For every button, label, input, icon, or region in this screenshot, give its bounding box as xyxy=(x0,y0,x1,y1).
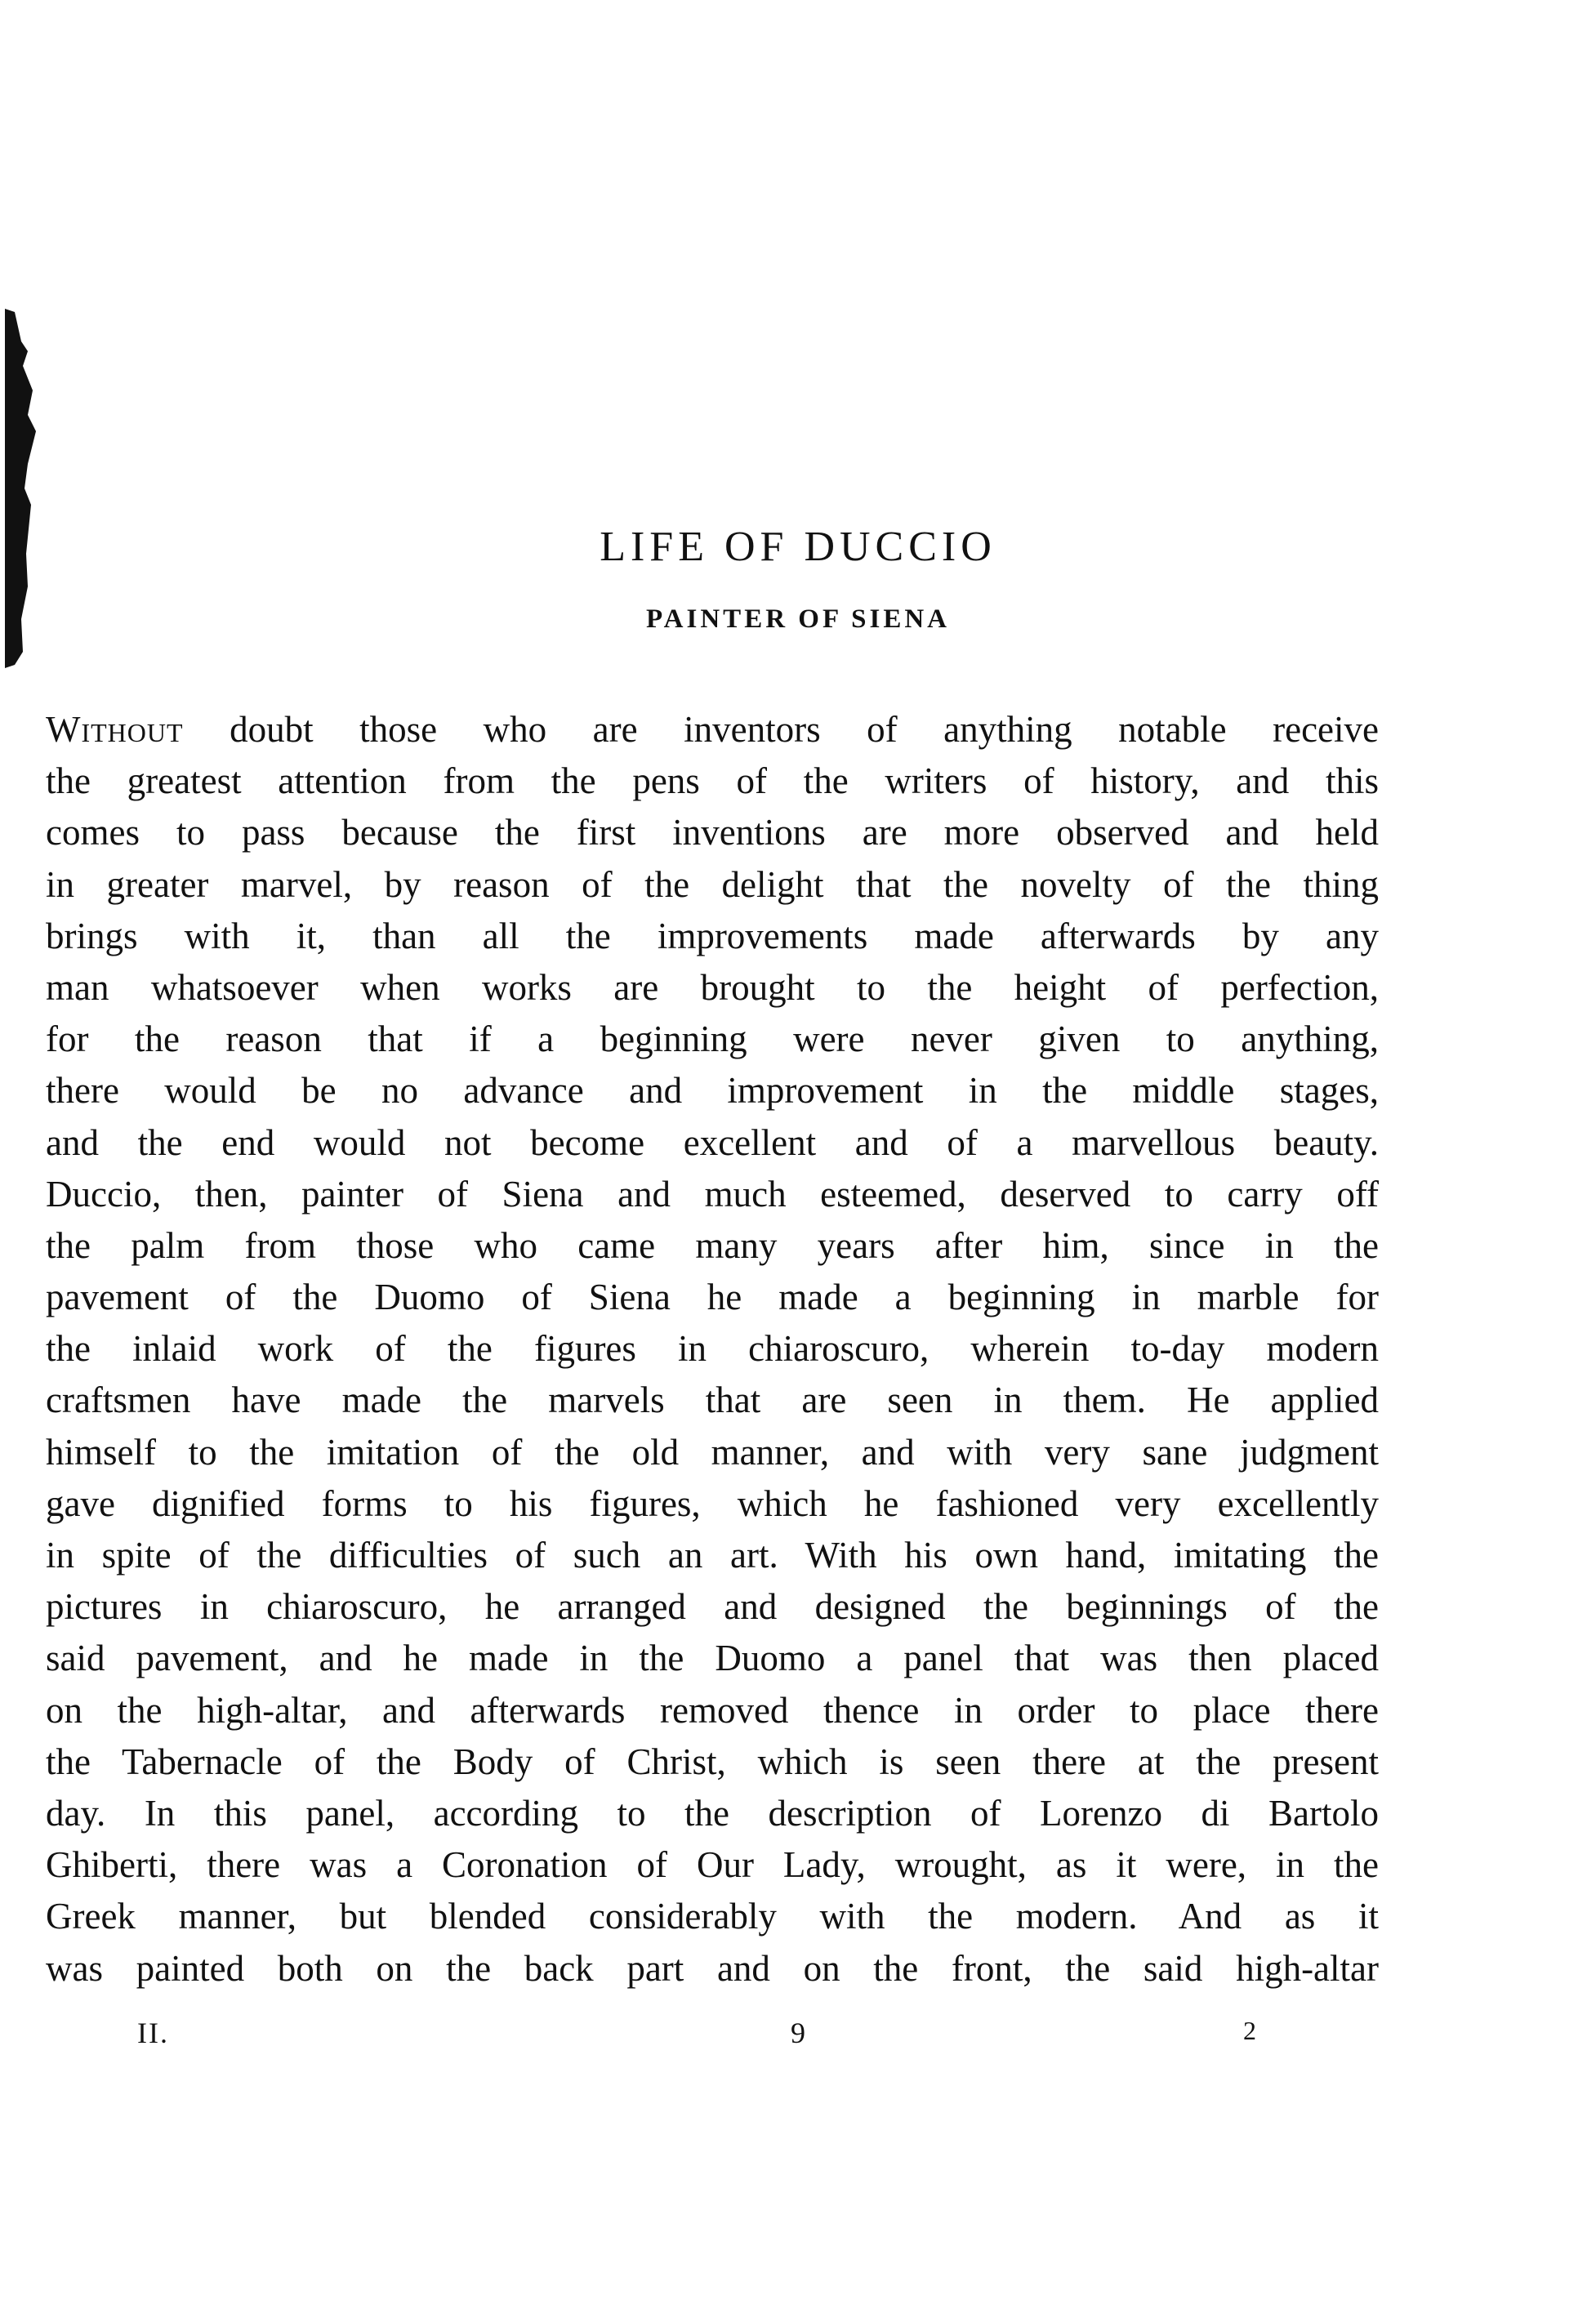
text-line xyxy=(46,1117,1379,1169)
text-line-content: the greatest attention from the pens of the writers of history, and this xyxy=(46,760,1379,802)
chapter-subtitle: PAINTER OF SIENA xyxy=(645,604,951,634)
text-line xyxy=(46,1530,1379,1581)
text-line-content: there would be no advance and improvement in the middle stages, xyxy=(46,1070,1379,1112)
text-line-content: man whatsoever when works are brought to the height of perfection, xyxy=(46,966,1379,1008)
text-line-content: on the high-altar, and afterwards removed thence in order to place there xyxy=(46,1689,1379,1731)
text-line xyxy=(46,1685,1379,1736)
text-line-content: Duccio, then, painter of Siena and much esteemed, deserved to carry off xyxy=(46,1173,1379,1215)
text-line xyxy=(46,1839,1379,1891)
gathering-number: 2 xyxy=(1243,2016,1256,2045)
body-paragraph xyxy=(46,704,1379,1995)
text-line xyxy=(46,1169,1379,1220)
text-line xyxy=(46,1633,1379,1684)
text-line-content: brings with it, than all the improvements made afterwards by any xyxy=(46,915,1379,956)
text-line xyxy=(46,1581,1379,1633)
text-line-content: in spite of the difficulties of such an art. With his own hand, imitating the xyxy=(46,1535,1379,1576)
text-line xyxy=(46,1788,1379,1839)
text-line xyxy=(46,1065,1379,1117)
text-line-content: gave dignified forms to his figures, which he fashioned very excellently xyxy=(46,1482,1379,1524)
text-line-content: himself to the imitation of the old manner, and with very sane judgment xyxy=(46,1431,1379,1473)
text-line-content: craftsmen have made the marvels that are seen in them. He applied xyxy=(46,1380,1379,1421)
text-line-content: in greater marvel, by reason of the delight that the novelty of the thing xyxy=(46,863,1379,905)
text-line-content: was painted both on the back part and on the front, the said high-altar xyxy=(46,1947,1379,1989)
text-line-content: day. In this panel, according to the description of Lorenzo di Bartolo xyxy=(46,1792,1379,1834)
text-line-content: Ghiberti, there was a Coronation of Our Lady, wrought, as it were, in the xyxy=(46,1844,1379,1886)
text-line xyxy=(46,1272,1379,1323)
chapter-title: LIFE OF DUCCIO xyxy=(600,524,996,570)
text-line xyxy=(46,704,1379,756)
text-line-content: said pavement, and he made in the Duomo a panel that was then placed xyxy=(46,1638,1379,1679)
text-line-content: the inlaid work of the figures in chiaroscuro, wherein to-day modern xyxy=(46,1328,1379,1370)
text-line xyxy=(46,1323,1379,1375)
text-line xyxy=(46,1736,1379,1788)
text-line xyxy=(46,962,1379,1014)
text-line-content: for the reason that if a beginning were never given to anything, xyxy=(46,1019,1379,1060)
text-line xyxy=(46,1891,1379,1942)
text-line-content: Greek manner, but blended considerably with the modern. And as it xyxy=(46,1896,1379,1937)
text-line xyxy=(46,756,1379,807)
text-line-content: the Tabernacle of the Body of Christ, which is seen there at the present xyxy=(46,1741,1379,1782)
text-line xyxy=(46,859,1379,911)
opening-word: Without xyxy=(46,709,184,750)
text-line xyxy=(46,911,1379,962)
text-line xyxy=(46,1220,1379,1272)
text-line xyxy=(46,1427,1379,1478)
text-line-content: the palm from those who came many years after him, since in the xyxy=(46,1224,1379,1266)
text-line xyxy=(46,1478,1379,1530)
text-line xyxy=(46,807,1379,858)
text-line-content: and the end would not become excellent and of a marvellous beauty. xyxy=(46,1121,1379,1163)
text-line-content: comes to pass because the first inventions are more observed and held xyxy=(46,812,1379,854)
text-line-content: doubt those who are inventors of anything notable receive xyxy=(183,709,1379,750)
text-line xyxy=(46,1943,1379,1995)
page-number: 9 xyxy=(791,2017,805,2049)
text-line-content: pavement of the Duomo of Siena he made a beginning in marble for xyxy=(46,1277,1379,1318)
text-line xyxy=(46,1014,1379,1065)
text-line xyxy=(46,1375,1379,1426)
text-line-content: pictures in chiaroscuro, he arranged and designed the beginnings of the xyxy=(46,1586,1379,1628)
signature-mark: II. xyxy=(137,2017,169,2049)
